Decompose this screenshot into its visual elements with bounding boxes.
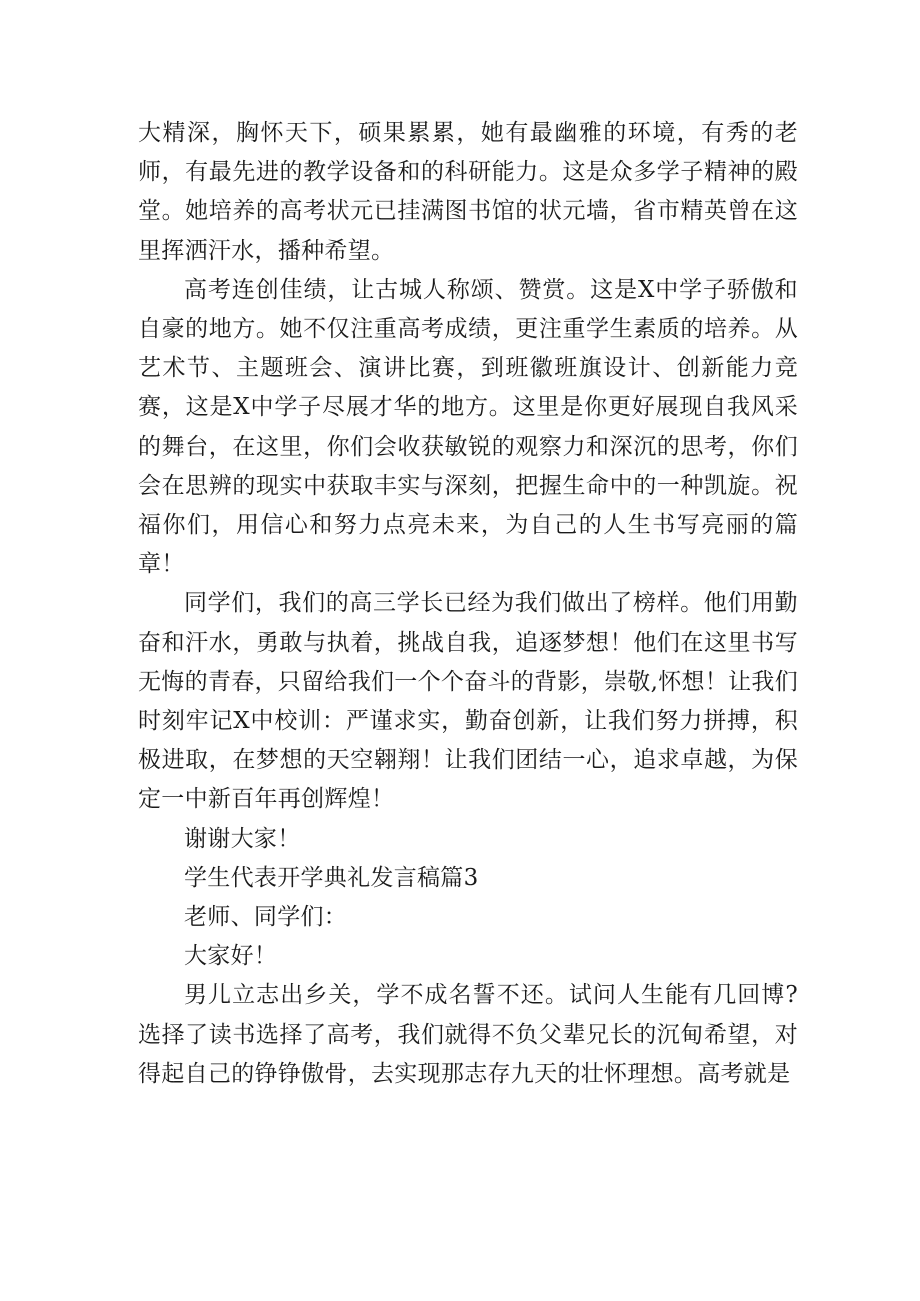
paragraph-4: 男儿立志出乡关，学不成名誓不还。试问人生能有几回博?选择了读书选择了高考，我们就得不负父辈兄长的沉甸希望，对得起自己的铮铮傲骨，去实现那志存九天的壮怀理想。高考就是 <box>138 982 798 1087</box>
paragraph-thanks: 谢谢大家！ <box>184 825 301 852</box>
salutation: 老师、同学们： <box>184 904 348 931</box>
greeting: 大家好！ <box>184 943 278 970</box>
section-heading: 学生代表开学典礼发言稿篇3 <box>184 864 479 891</box>
paragraph-1: 大精深，胸怀天下，硕果累累，她有最幽雅的环境，有秀的老师，有最先进的教学设备和的科研能力。这是众多学子精神的殿堂。她培养的高考状元已挂满图书馆的状元墙，省市精英曾在这里挥洒汗水，播种希望。 <box>138 120 798 264</box>
paragraph-3: 同学们，我们的高三学长已经为我们做出了榜样。他们用勤奋和汗水，勇敢与执着，挑战自我，追逐梦想！他们在这里书写无悔的青春，只留给我们一个个奋斗的背影，崇敬,怀想！让我们时刻牢记X中校训：严谨求实，勤奋创新，让我们努力拼搏，积极进取，在梦想的天空翱翔！让我们团结一心，追求卓越，为保定一中新百年再创辉煌！ <box>138 590 799 813</box>
document-body <box>138 114 798 1094</box>
paragraph-2: 高考连创佳绩，让古城人称颂、赞赏。这是X中学子骄傲和自豪的地方。她不仅注重高考成绩，更注重学生素质的培养。从艺术节、主题班会、演讲比赛，到班徽班旗设计、创新能力竞赛，这是X中学子尽展才华的地方。这里是你更好展现自我风采的舞台，在这里，你们会收获敏锐的观察力和深沉的思考，你们会在思辨的现实中获取丰实与深刻，把握生命中的一种凯旋。祝福你们，用信心和努力点亮未来，为自己的人生书写亮丽的篇章！ <box>138 276 798 578</box>
